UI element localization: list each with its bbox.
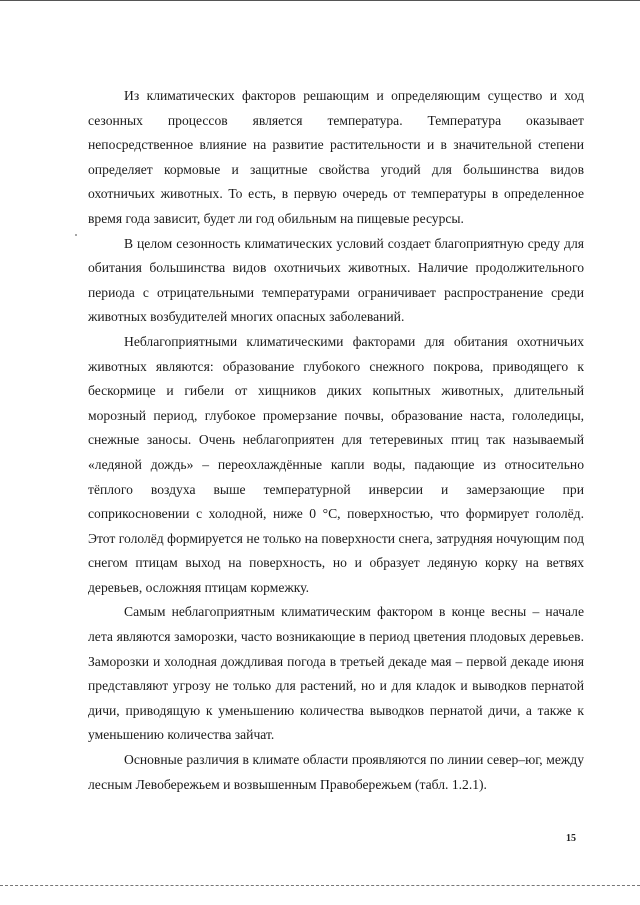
paragraph-1: Из климатических факторов решающим и определяющим существо и ход сезонных процессов является температура. Температура оказывает непосредственное влияние на развитие растительности и в значительной степени определяет кормовые и защитные свойства угодий для большинства видов охотничьих животных. То есть, в первую очередь от температуры в определенное время года зависит, будет ли год обильным на пищевые ресурсы. (88, 88, 584, 226)
paragraph-4: Самым неблагоприятным климатическим фактором в конце весны – начале лета являются заморозки, часто возникающие в период цветения плодовых деревьев. Заморозки и холодная дождливая погода в третьей декаде мая – первой декаде июня представляют угрозу не только для растений, но и для кладок и выводков пернатой дичи, приводящую к уменьшению количества выводков пернатой дичи, а также к уменьшению количества зайчат. (88, 604, 584, 743)
scan-edge-top (0, 0, 640, 1)
scan-edge-bottom (0, 885, 640, 886)
scan-speck (75, 234, 77, 236)
paragraph-2: В целом сезонность климатических условий создает благоприятную среду для обитания большинства видов охотничьих животных. Наличие продолжительного периода с отрицательными температурами ограничивает распространение среди животных возбудителей многих опасных заболеваний. (88, 235, 584, 325)
page-number: 15 (566, 833, 576, 844)
paragraph-3: Неблагоприятными климатическими факторами для обитания охотничьих животных являются: образование глубокого снежного покрова, приводящего к бескормице и гибели от хищников диких копытных животных, длительный морозный период, глубокое промерзание почвы, образование наста, гололедицы, снежные заносы. Очень неблагоприятен для тетеревиных птиц так называемый «ледяной дождь» – переохлаждённые капли воды, падающие из относительно тёплого воздуха выше температурной инверсии и замерзающие при соприкосновении с холодной, ниже 0 °С, поверхностью, что формирует гололёд. Этот гололёд формируется не только на поверхности снега, затрудняя ночующим под снегом птицам выход на поверхность, но и образует ледяную корку на ветвях деревьев, осложняя птицам кормежку. (88, 333, 584, 595)
paragraph-5: Основные различия в климате области проявляются по линии север–юг, между лесным Левобережьем и возвышенным Правобережьем (табл. 1.2.1). (88, 752, 584, 792)
body-text (88, 84, 584, 797)
